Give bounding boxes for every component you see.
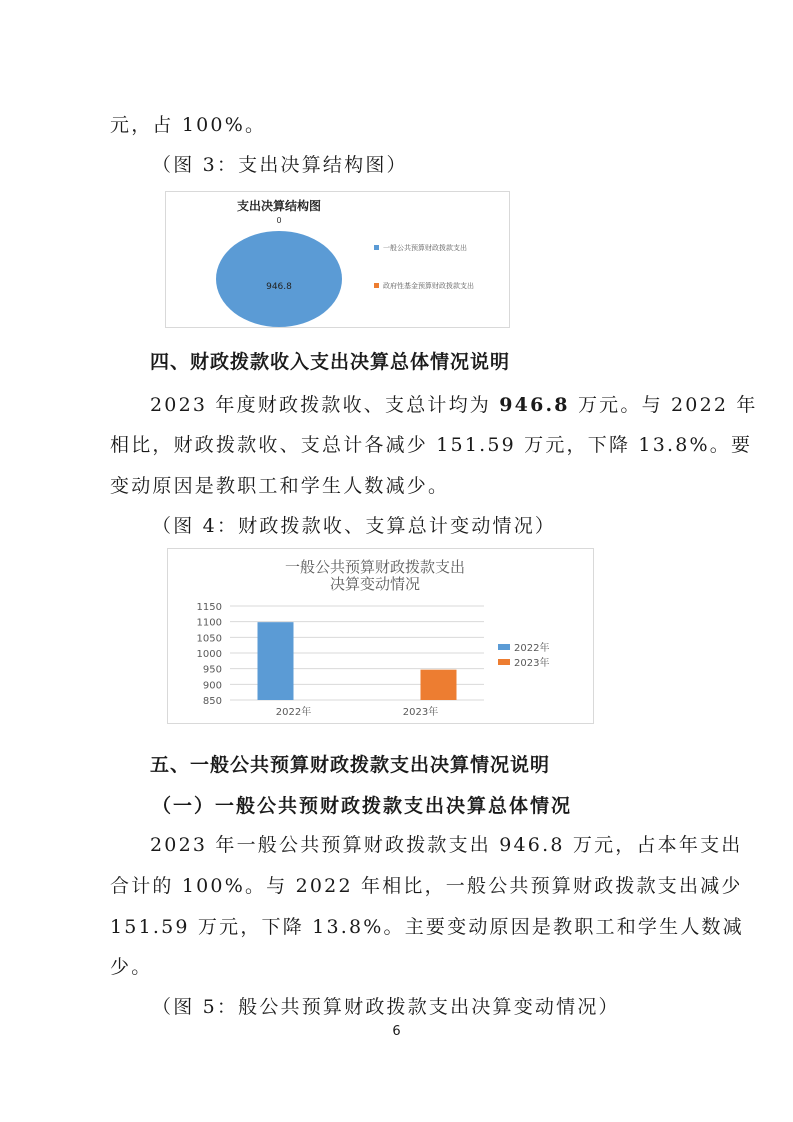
paragraph-line: 少。: [110, 956, 153, 978]
paragraph-line: 相比，财政拨款收、支总计各减少 151.59 万元，下降 13.8%。要: [110, 434, 753, 456]
bar: [421, 670, 457, 700]
legend-swatch: [498, 659, 510, 665]
paragraph-line: 2023 年一般公共预算财政拨款支出 946.8 万元，占本年支出: [150, 834, 743, 856]
y-tick-label: 1000: [196, 649, 222, 660]
paragraph-line: 合计的 100%。与 2022 年相比，一般公共预算财政拨款支出减少: [110, 875, 743, 897]
y-tick-label: 1050: [196, 633, 222, 645]
y-tick-label: 1150: [196, 602, 222, 613]
pie-slice: [216, 231, 342, 327]
x-tick-label: 2022年: [275, 707, 312, 718]
figure-caption: （图 3：支出决算结构图）: [152, 154, 408, 176]
page-number: 6: [392, 1024, 401, 1039]
y-tick-label: 1100: [196, 617, 222, 629]
pie-chart-figure: [165, 191, 510, 328]
pie-chart: [166, 192, 509, 327]
section-heading: 四、财政拨款收入支出决算总体情况说明: [150, 351, 511, 373]
text: 万元。与 2022 年: [569, 394, 758, 416]
figure-caption: （图 5：般公共预算财政拨款支出决算变动情况）: [152, 996, 620, 1018]
y-tick-label: 850: [202, 696, 222, 707]
legend-swatch: [374, 245, 379, 250]
text: 2023 年度财政拨款收、支总计均为: [150, 394, 500, 416]
legend-label: 政府性基金预算财政拨款支出: [383, 282, 474, 290]
paragraph-line: 151.59 万元，下降 13.8%。主要变动原因是教职工和学生人数减: [110, 916, 744, 938]
paragraph-line: [150, 390, 758, 417]
bar: [258, 622, 294, 700]
legend-swatch: [374, 283, 379, 288]
y-tick-label: 950: [202, 664, 222, 676]
pie-data-label-zero: 0: [276, 216, 282, 225]
bar-chart-title-line2: 决算变动情况: [329, 575, 421, 593]
section-heading: 五、一般公共预算财政拨款支出决算情况说明: [150, 754, 551, 776]
bar-chart: [168, 549, 593, 723]
paragraph-line: 变动原因是教职工和学生人数减少。: [110, 475, 450, 497]
bar-chart-figure: [167, 548, 594, 724]
subsection-heading: （一）一般公共预财政拨款支出决算总体情况: [152, 795, 573, 817]
pie-data-label-main: 946.8: [266, 282, 292, 292]
legend-swatch: [498, 644, 510, 650]
legend-label: 2023年: [514, 658, 550, 669]
bar-chart-title-line1: 一般公共预算财政拨款支出: [284, 558, 466, 576]
legend-label: 2022年: [514, 643, 550, 654]
legend-label: 一般公共预算财政拨款支出: [383, 244, 467, 252]
x-tick-label: 2023年: [402, 707, 439, 718]
emphasized-value: 946.8: [499, 394, 570, 416]
y-tick-label: 900: [202, 680, 222, 692]
paragraph-line: 元，占 100%。: [110, 114, 267, 136]
pie-chart-title: 支出决算结构图: [236, 199, 322, 213]
figure-caption: （图 4：财政拨款收、支算总计变动情况）: [152, 515, 557, 537]
